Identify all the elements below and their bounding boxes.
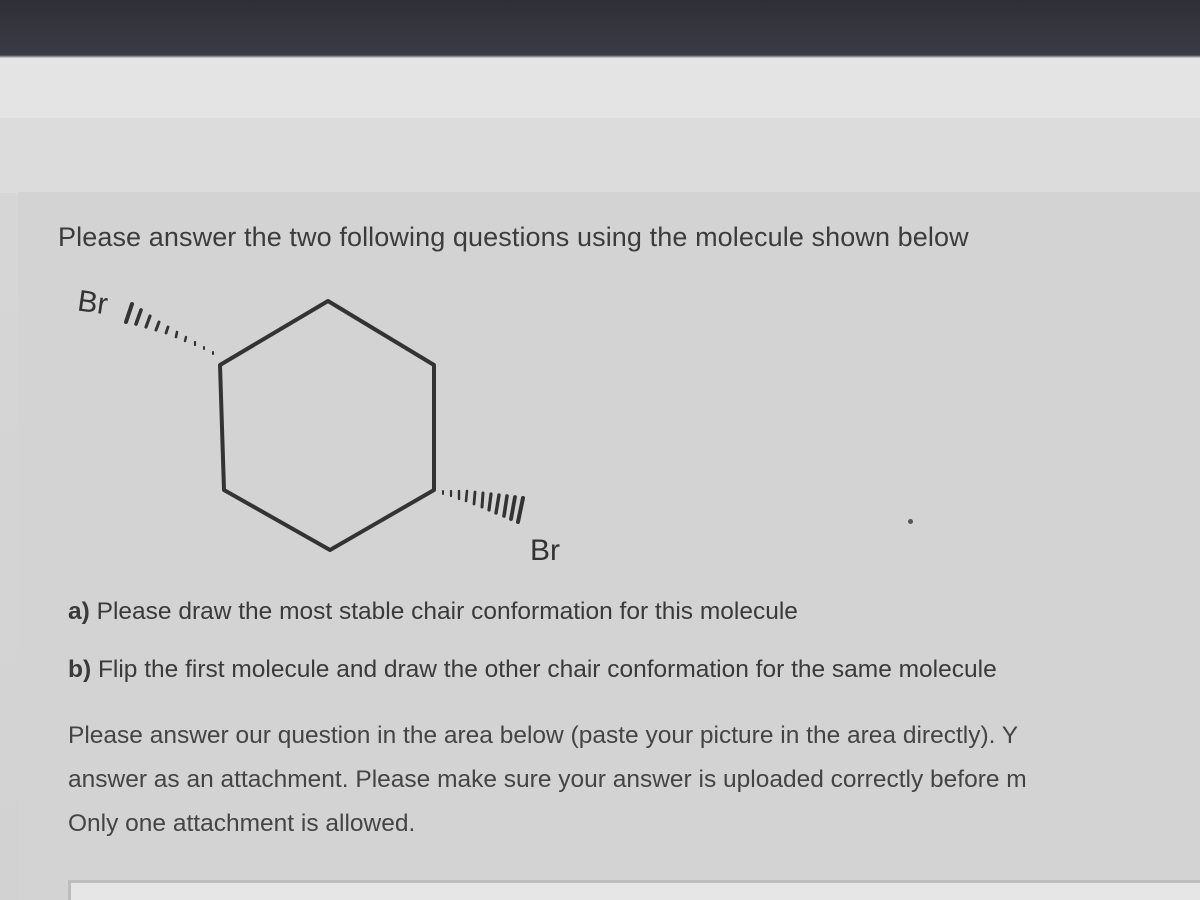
cyclohexane-ring: [220, 301, 434, 550]
br-label-top: Br: [75, 284, 110, 322]
question-part-b: [68, 656, 997, 684]
question-part-b-text: Flip the first molecule and draw the other chair conformation for the same molecule: [97, 656, 997, 683]
question-part-a-prefix: a): [68, 598, 90, 625]
cyclohexane-molecule-diagram: [70, 280, 630, 580]
hashed-wedge-bottom: [443, 491, 523, 522]
answer-instructions: [68, 714, 1200, 846]
stray-dot: [908, 519, 913, 524]
instructions-line: answer as an attachment. Please make sure your answer is uploaded correctly before m: [68, 766, 1027, 793]
question-part-a: [68, 598, 798, 626]
instructions-line: Please answer our question in the area below (paste your picture in the area directly). Y: [68, 722, 1019, 749]
page-header-strip: [0, 58, 1200, 118]
hashed-wedge-top: [126, 304, 213, 354]
question-part-b-prefix: b): [68, 656, 92, 683]
question-part-a-text: Please draw the most stable chair conformation for this molecule: [96, 598, 798, 625]
instructions-line: Only one attachment is allowed.: [68, 810, 416, 837]
answer-input-area[interactable]: [68, 880, 1200, 900]
page-subheader-strip: [0, 118, 1200, 193]
question-intro: Please answer the two following questions using the molecule shown below: [58, 222, 969, 252]
br-label-bottom: Br: [530, 534, 560, 567]
